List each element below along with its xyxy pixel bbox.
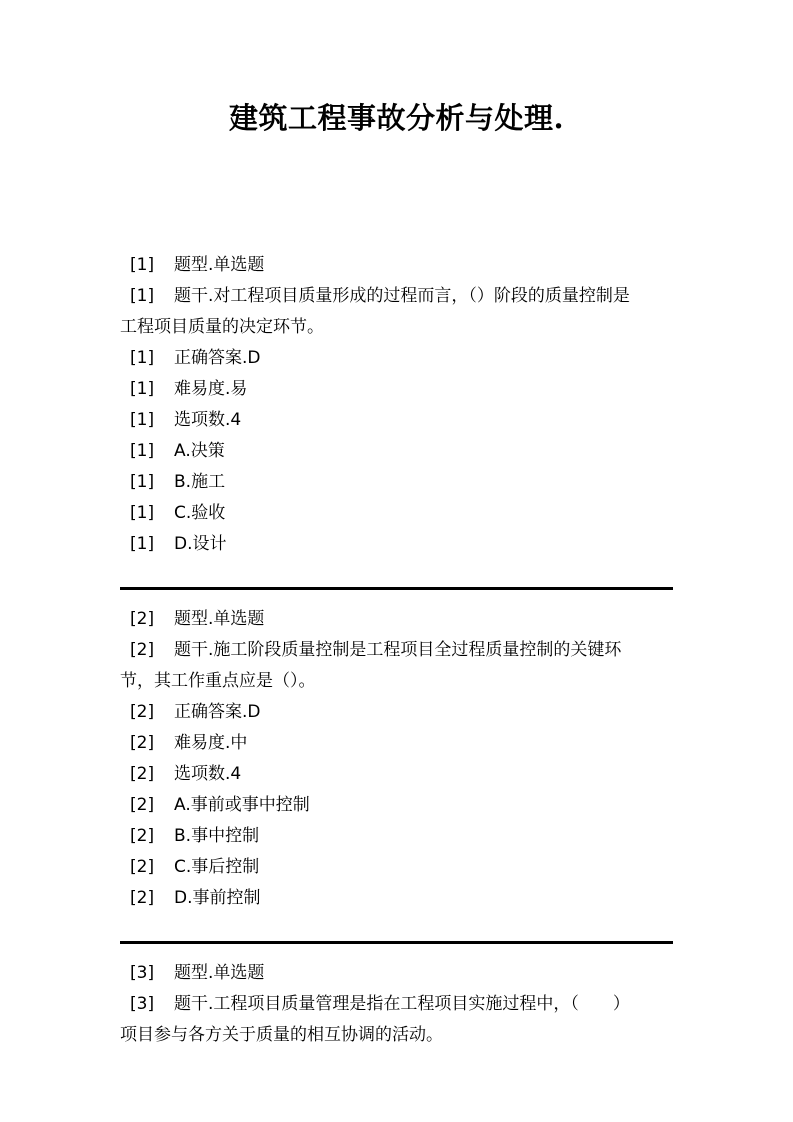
option-c xyxy=(120,852,673,883)
separator-rule xyxy=(120,941,673,944)
question-block xyxy=(120,958,673,1051)
option-a xyxy=(120,436,673,467)
question-type-text: 题型.单选题 xyxy=(174,609,265,629)
question-stem-text: 题干.工程项目质量管理是指在工程项目实施过程中，（ ） xyxy=(174,994,630,1014)
option-count-text: 选项数.4 xyxy=(174,764,242,784)
question-number: [2] xyxy=(130,764,155,784)
option-d xyxy=(120,883,673,914)
question-number: [1] xyxy=(130,472,155,492)
question-number: [2] xyxy=(130,795,155,815)
difficulty xyxy=(120,374,673,405)
question-number: [2] xyxy=(130,888,155,908)
question-stem xyxy=(120,989,673,1020)
option-d xyxy=(120,529,673,560)
question-stem-text: 题干.对工程项目质量形成的过程而言，（）阶段的质量控制是 xyxy=(174,286,630,306)
separator-rule xyxy=(120,587,673,590)
question-stem-text: 题干.施工阶段质量控制是工程项目全过程质量控制的关键环 xyxy=(174,640,622,660)
question-number: [1] xyxy=(130,379,155,399)
question-number: [1] xyxy=(130,534,155,554)
question-stem xyxy=(120,281,673,312)
question-stem xyxy=(120,635,673,666)
correct-answer xyxy=(120,697,673,728)
option-a-text: A.决策 xyxy=(174,441,225,461)
difficulty-text: 难易度.易 xyxy=(174,379,248,399)
question-type xyxy=(120,250,673,281)
option-b-text: B.事中控制 xyxy=(174,826,260,846)
option-d-text: D.设计 xyxy=(174,534,227,554)
question-number: [2] xyxy=(130,857,155,877)
option-c-text: C.验收 xyxy=(174,503,226,523)
question-number: [1] xyxy=(130,286,155,306)
question-number: [1] xyxy=(130,441,155,461)
option-count-text: 选项数.4 xyxy=(174,410,242,430)
question-number: [3] xyxy=(130,994,155,1014)
option-b xyxy=(120,467,673,498)
document-title: 建筑工程事故分析与处理. xyxy=(228,101,565,135)
option-count xyxy=(120,405,673,436)
option-a xyxy=(120,790,673,821)
question-number: [2] xyxy=(130,733,155,753)
question-block xyxy=(120,604,673,914)
option-c-text: C.事后控制 xyxy=(174,857,260,877)
option-count xyxy=(120,759,673,790)
question-number: [2] xyxy=(130,609,155,629)
question-type xyxy=(120,604,673,635)
question-list xyxy=(120,250,673,1051)
correct-answer xyxy=(120,343,673,374)
question-block xyxy=(120,250,673,560)
question-number: [3] xyxy=(130,963,155,983)
difficulty-text: 难易度.中 xyxy=(174,733,248,753)
question-type-text: 题型.单选题 xyxy=(174,963,265,983)
question-number: [2] xyxy=(130,702,155,722)
option-c xyxy=(120,498,673,529)
correct-answer-text: 正确答案.D xyxy=(174,702,261,722)
correct-answer-text: 正确答案.D xyxy=(174,348,261,368)
question-number: [2] xyxy=(130,640,155,660)
question-number: [1] xyxy=(130,503,155,523)
question-type-text: 题型.单选题 xyxy=(174,255,265,275)
question-stem-continuation: 工程项目质量的决定环节。 xyxy=(120,317,324,337)
question-number: [1] xyxy=(130,410,155,430)
question-stem-continuation: 节，其工作重点应是（）。 xyxy=(120,671,316,691)
question-number: [1] xyxy=(130,348,155,368)
option-b xyxy=(120,821,673,852)
difficulty xyxy=(120,728,673,759)
option-b-text: B.施工 xyxy=(174,472,226,492)
question-number: [2] xyxy=(130,826,155,846)
option-a-text: A.事前或事中控制 xyxy=(174,795,310,815)
question-number: [1] xyxy=(130,255,155,275)
question-type xyxy=(120,958,673,989)
option-d-text: D.事前控制 xyxy=(174,888,261,908)
question-stem-continuation: 项目参与各方关于质量的相互协调的活动。 xyxy=(120,1025,443,1045)
